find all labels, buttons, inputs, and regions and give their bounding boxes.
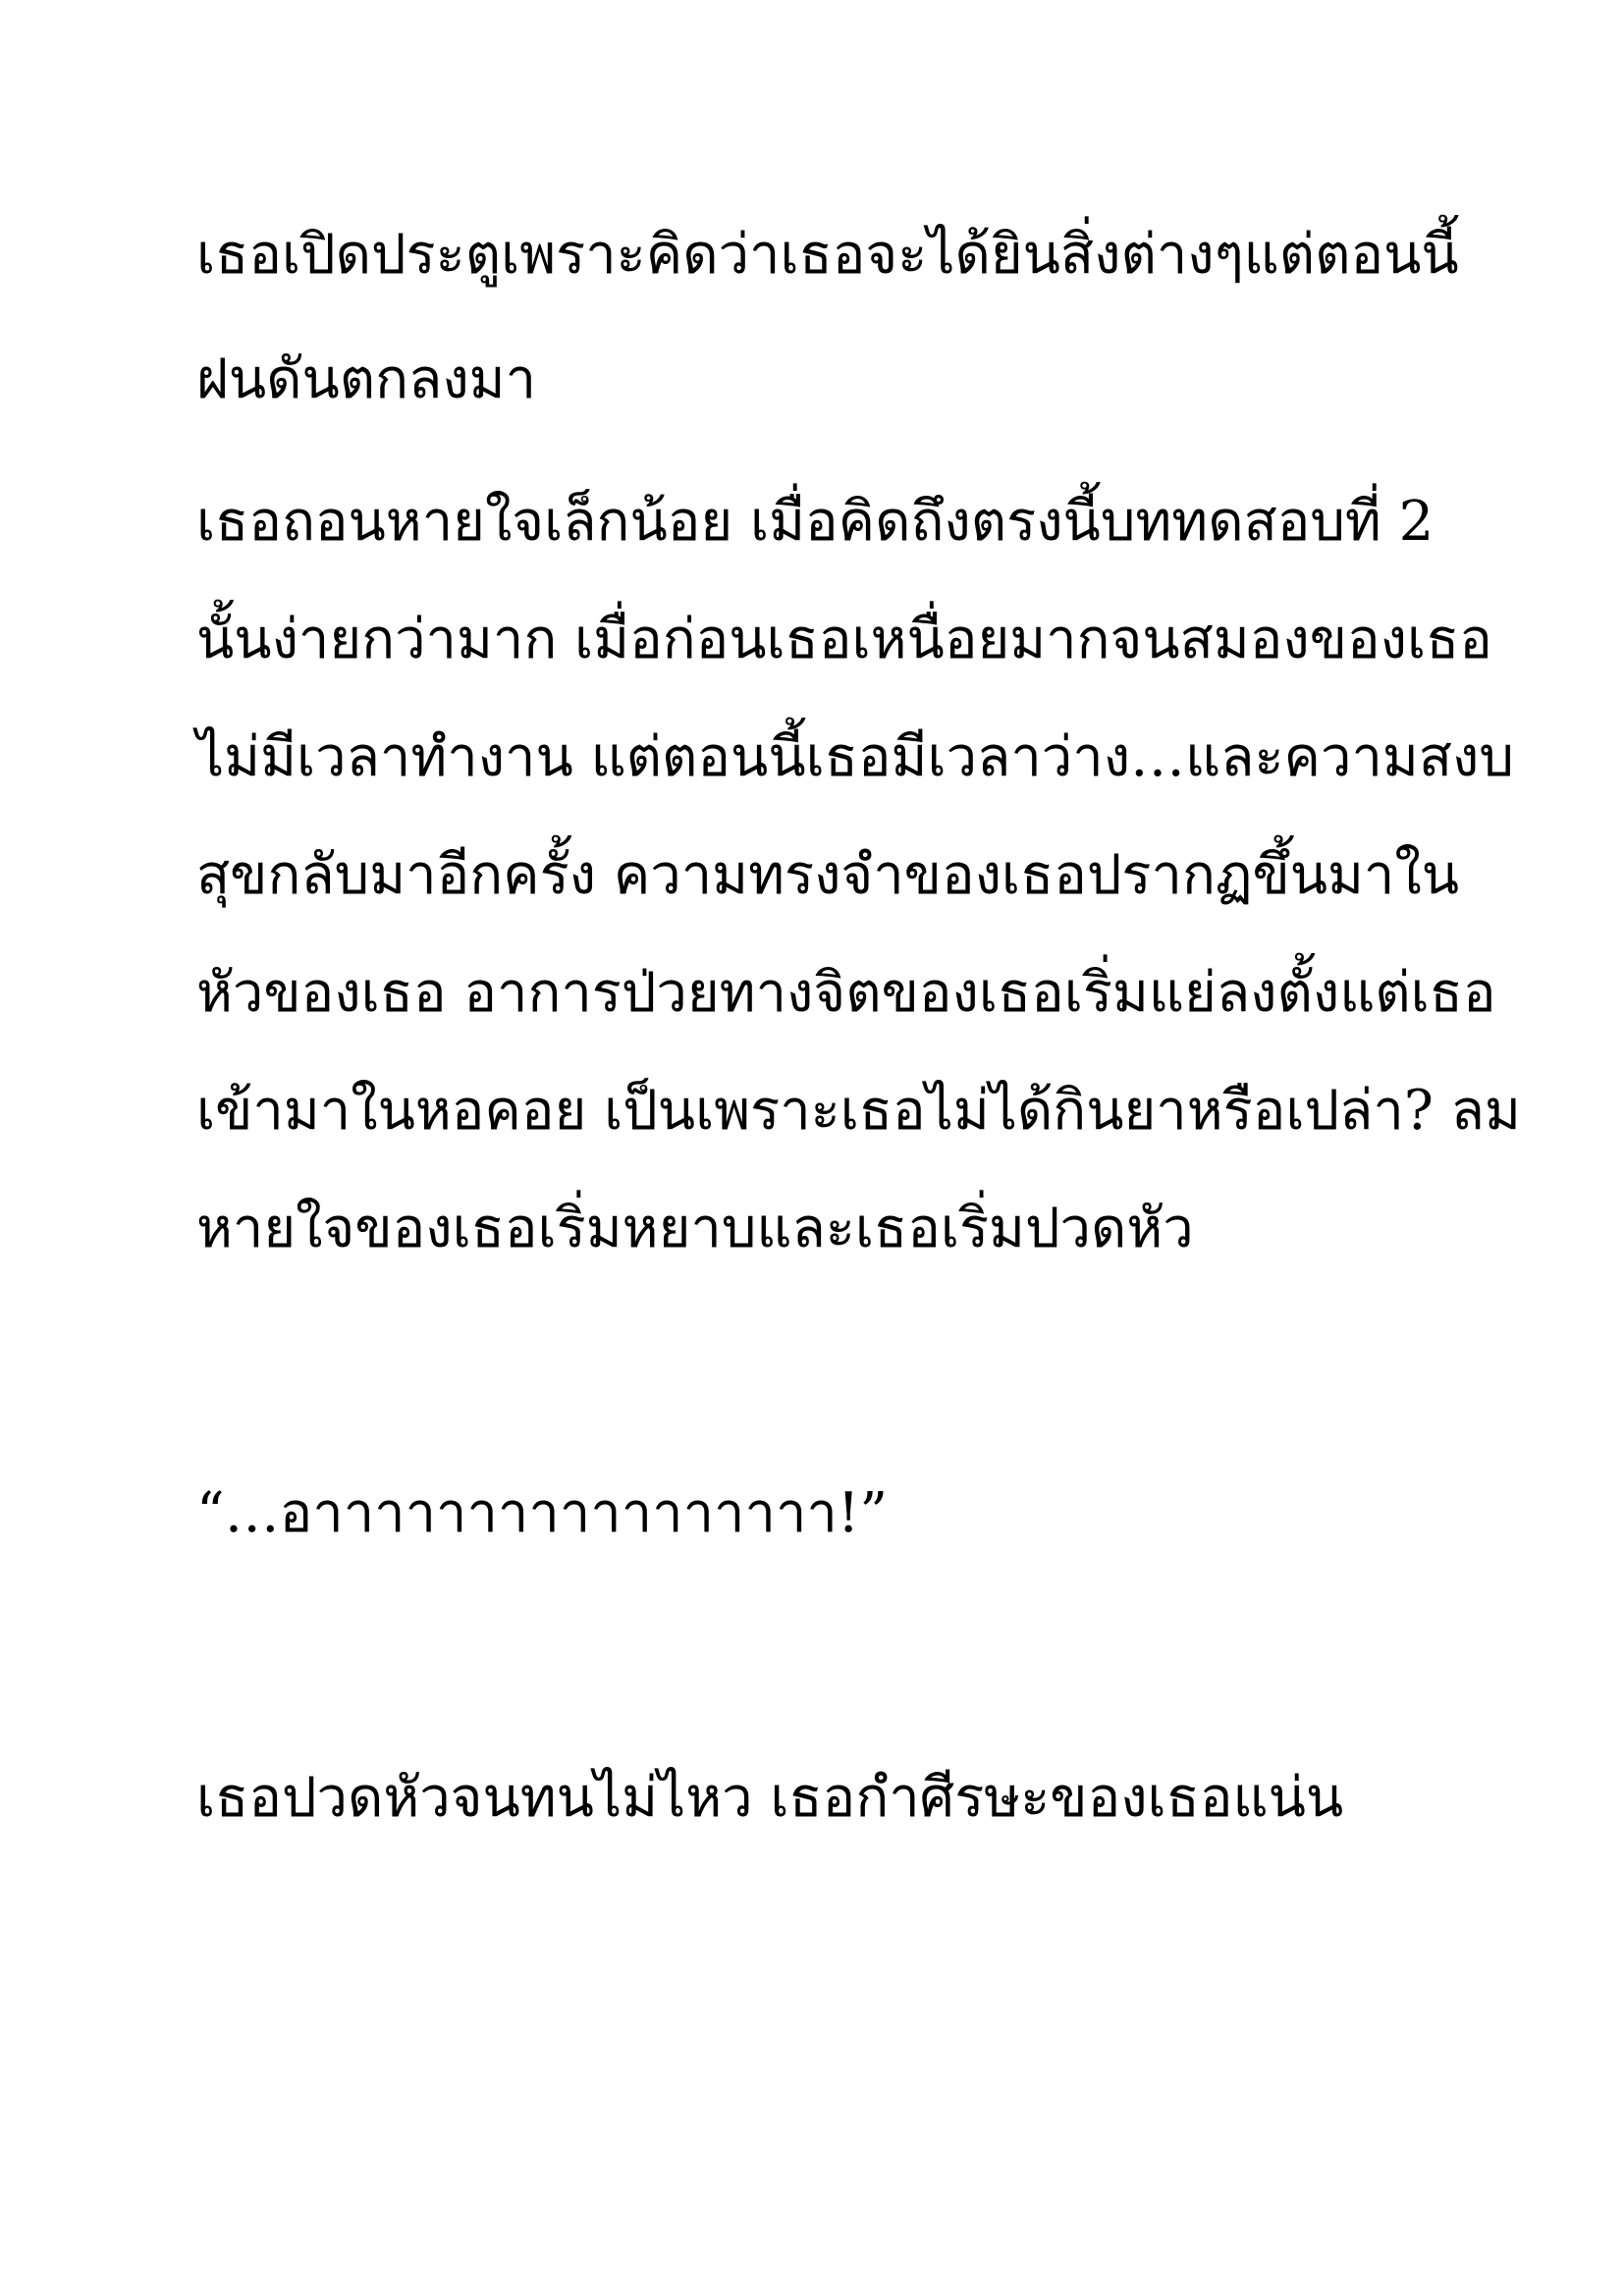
text-line-8: เข้ามาในหอคอย เป็นเพราะเธอไม่ได้กินยาหรือเปล่า? ลม [196, 1079, 1521, 1143]
exclamation-line: “…อาาาาาาาาาาาาาาาาา!” [196, 1481, 888, 1545]
text-line-4: นั้นง่ายกว่ามาก เมื่อก่อนเธอเหนื่อยมากจนสมองของเธอ [196, 608, 1492, 671]
text-line-2: ฝนดันตกลงมา [196, 347, 537, 411]
text-line-11: เธอปวดหัวจนทนไม่ไหว เธอกำศีรษะของเธอแน่น [196, 1766, 1344, 1830]
text-line-5: ไม่มีเวลาทำงาน แต่ตอนนี้เธอมีเวลาว่าง…และความสงบ [196, 725, 1514, 789]
text-line-6: สุขกลับมาอีกครั้ง ความทรงจำของเธอปรากฏขึ้นมาใน [196, 843, 1460, 907]
text-line-9: หายใจของเธอเริ่มหยาบและเธอเริ่มปวดหัว [196, 1197, 1194, 1260]
text-line-1: เธอเปิดประตูเพราะคิดว่าเธอจะได้ยินสิ่งต่างๆแต่ตอนนี้ [196, 223, 1459, 287]
text-line-7: หัวของเธอ อาการป่วยทางจิตของเธอเริ่มแย่ลงตั้งแต่เธอ [196, 961, 1496, 1025]
text-line-3: เธอถอนหายใจเล็กน้อย เมื่อคิดถึงตรงนี้บททดสอบที่ 2 [196, 490, 1435, 554]
